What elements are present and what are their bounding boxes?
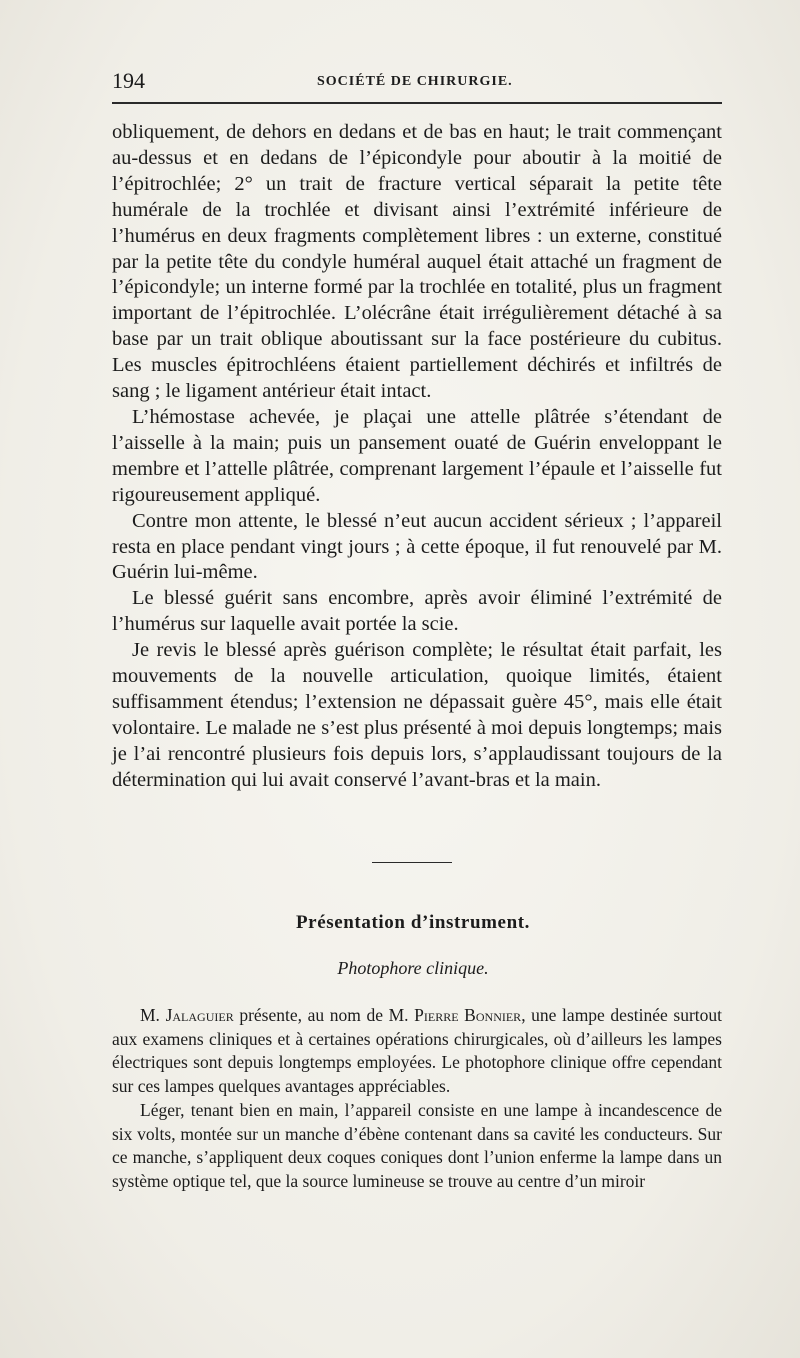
paragraph: Je revis le blessé après guérison complète; le résultat était parfait, les mouvements de la nouvelle articulation, quoique limités, étaient suffisamment étendus; l’extension ne dépassait guère 45°, mais elle était volontaire. Le malade ne s’est plus présenté à moi depuis longtemps; mais je l’ai rencontré plusieurs fois depuis lors, s’applaudissant toujours de la détermination qui lui avait conservé l’avant-bras et la main. xyxy=(112,639,722,791)
paragraph: Contre mon attente, le blessé n’eut aucun accident sérieux ; l’appareil resta en place pendant vingt jours ; à cette époque, il fut renouvelé par M. Guérin lui-même. xyxy=(112,509,722,584)
author-name: Pierre Bonnier xyxy=(414,1005,522,1025)
page-number: 194 xyxy=(112,68,145,93)
paragraph: obliquement, de dehors en dedans et de bas en haut; le trait commençant au-dessus et en dedans de l’épicondyle pour aboutir à la moitié de l’épitrochlée; 2° un trait de fracture vertical séparait la petite tête humérale de la trochlée et divisant ainsi l’extrémité inférieure de l’humérus en deux fragments complètement libres : un externe, constitué par la petite tête du condyle huméral auquel était attaché un fragment de l’épicondyle; un interne formé par la trochlée en totalité, plus un fragment important de l’épitrochlée. L’olécrâne était irrégulièrement détaché à sa base par un trait oblique aboutissant sur la face postérieure du cubitus. Les muscles épitrochléens étaient partiellement déchirés et infiltrés de sang ; le ligament antérieur était intact. xyxy=(112,121,722,403)
section-divider xyxy=(372,862,452,863)
page-header xyxy=(112,68,722,98)
paragraph: L’hémostase achevée, je plaçai une attelle plâtrée s’étendant de l’aisselle à la main; puis un pansement ouaté de Guérin enveloppant le membre et l’attelle plâtrée, comprenant largement l’épaule et l’aisselle fut rigoureusement appliqué. xyxy=(112,405,722,506)
section-text xyxy=(112,1004,722,1194)
paragraph: Le blessé guérit sans encombre, après avoir éliminé l’extrémité de l’humérus sur laquelle avait portée la scie. xyxy=(112,587,722,636)
header-rule xyxy=(112,102,722,104)
paragraph xyxy=(112,1004,722,1099)
text-run: M. xyxy=(140,1005,166,1025)
text-run: , une lampe destinée surtout aux examens cliniques et à certaines opérations chirurgicales, où d’ailleurs les lampes électriques sont depuis longtemps employées. Le photophore clinique offre cependant sur ces lampes quelques avantages appréciables. xyxy=(112,1005,723,1097)
text-run: présente, au nom de M. xyxy=(233,1005,415,1025)
section-title: Présentation d’instrument. xyxy=(295,912,531,933)
running-title: SOCIÉTÉ DE CHIRURGIE. xyxy=(317,74,513,89)
author-name: Jalaguier xyxy=(165,1005,234,1025)
paragraph: Léger, tenant bien en main, l’appareil consiste en une lampe à incandescence de six volts, montée sur un manche d’ébène contenant dans sa cavité les conducteurs. Sur ce manche, s’appliquent deux coques coniques dont l’union enferme la lampe dans un système optique tel, que la source lumineuse se trouve au centre d’un miroir xyxy=(112,1099,722,1191)
main-text xyxy=(112,120,722,794)
section-subtitle: Photophore clinique. xyxy=(337,958,489,978)
